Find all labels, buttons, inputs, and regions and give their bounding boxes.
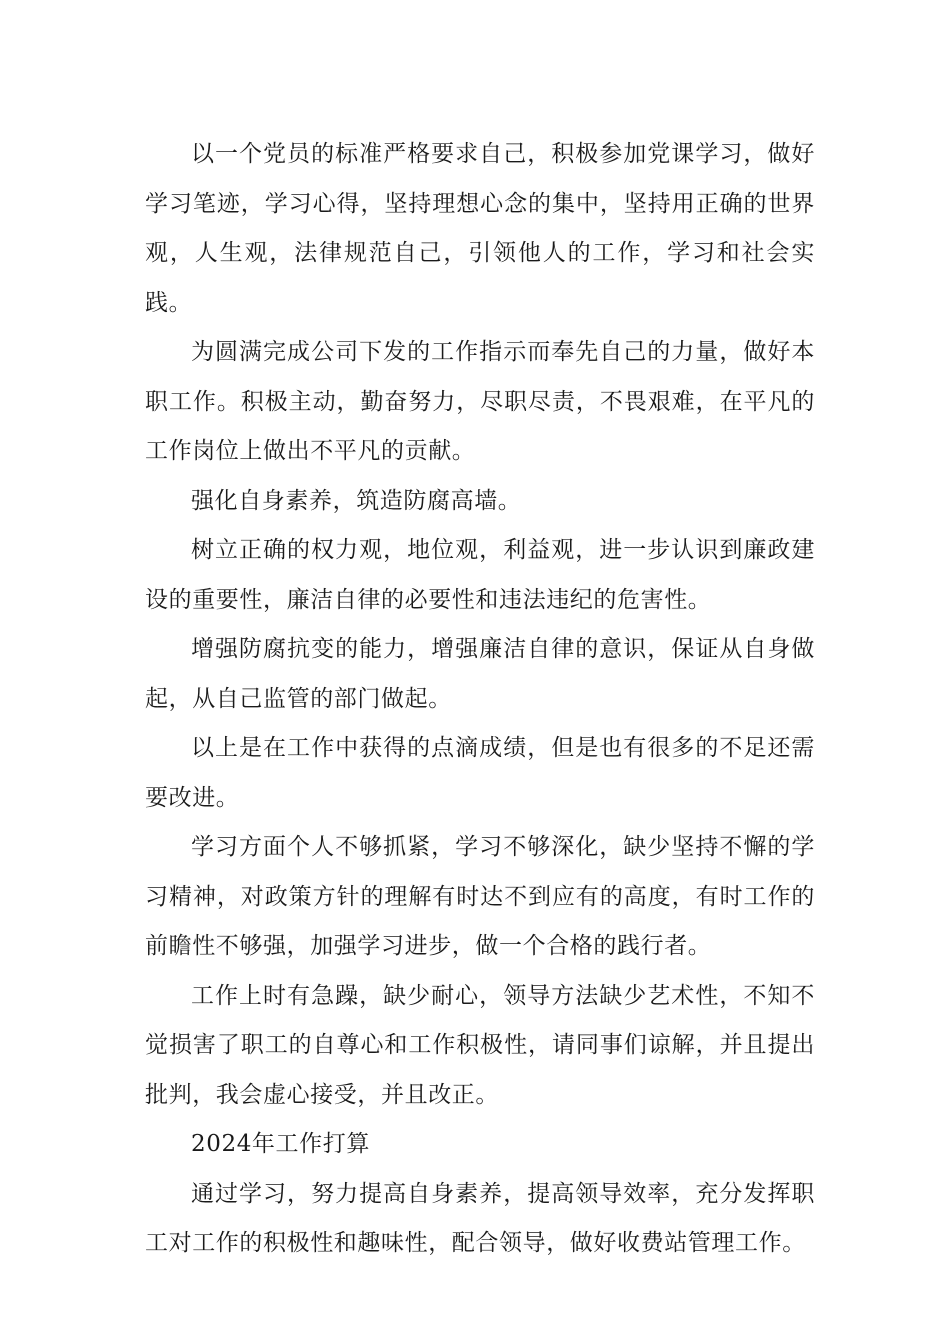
paragraph-achievements-summary: 以上是在工作中获得的点滴成绩，但是也有很多的不足还需要改进。 (145, 735, 815, 811)
document-body (145, 130, 815, 1269)
paragraph-self-cultivation: 强化自身素养，筑造防腐高墙。 (191, 487, 522, 514)
paragraph-correct-views: 树立正确的权力观，地位观，利益观，进一步认识到廉政建设的重要性，廉洁自律的必要性和违法违纪的危害性。 (145, 537, 815, 613)
paragraph-complete-work: 为圆满完成公司下发的工作指示而奉先自己的力量，做好本职工作。积极主动，勤奋努力，尽职尽责，不畏艰难，在平凡的工作岗位上做出不平凡的贡献。 (145, 339, 815, 464)
section-heading-work-plan: 2024年工作打算 (191, 1131, 370, 1157)
paragraph-party-member-standard: 以一个党员的标准严格要求自己，积极参加党课学习，做好学习笔迹，学习心得，坚持理想心念的集中，坚持用正确的世界观，人生观，法律规范自己，引领他人的工作，学习和社会实践。 (145, 141, 815, 316)
paragraph-anti-corruption: 增强防腐抗变的能力，增强廉洁自律的意识，保证从自身做起，从自己监管的部门做起。 (145, 636, 815, 712)
paragraph-study-shortcomings: 学习方面个人不够抓紧，学习不够深化，缺少坚持不懈的学习精神，对政策方针的理解有时达不到应有的高度，有时工作的前瞻性不够强，加强学习进步，做一个合格的践行者。 (145, 834, 815, 959)
paragraph-work-shortcomings: 工作上时有急躁，缺少耐心，领导方法缺少艺术性，不知不觉损害了职工的自尊心和工作积极性，请同事们谅解，并且提出批判，我会虚心接受，并且改正。 (145, 982, 815, 1108)
paragraph-work-plan: 通过学习，努力提高自身素养，提高领导效率，充分发挥职工对工作的积极性和趣味性，配合领导，做好收费站管理工作。 (145, 1180, 815, 1256)
